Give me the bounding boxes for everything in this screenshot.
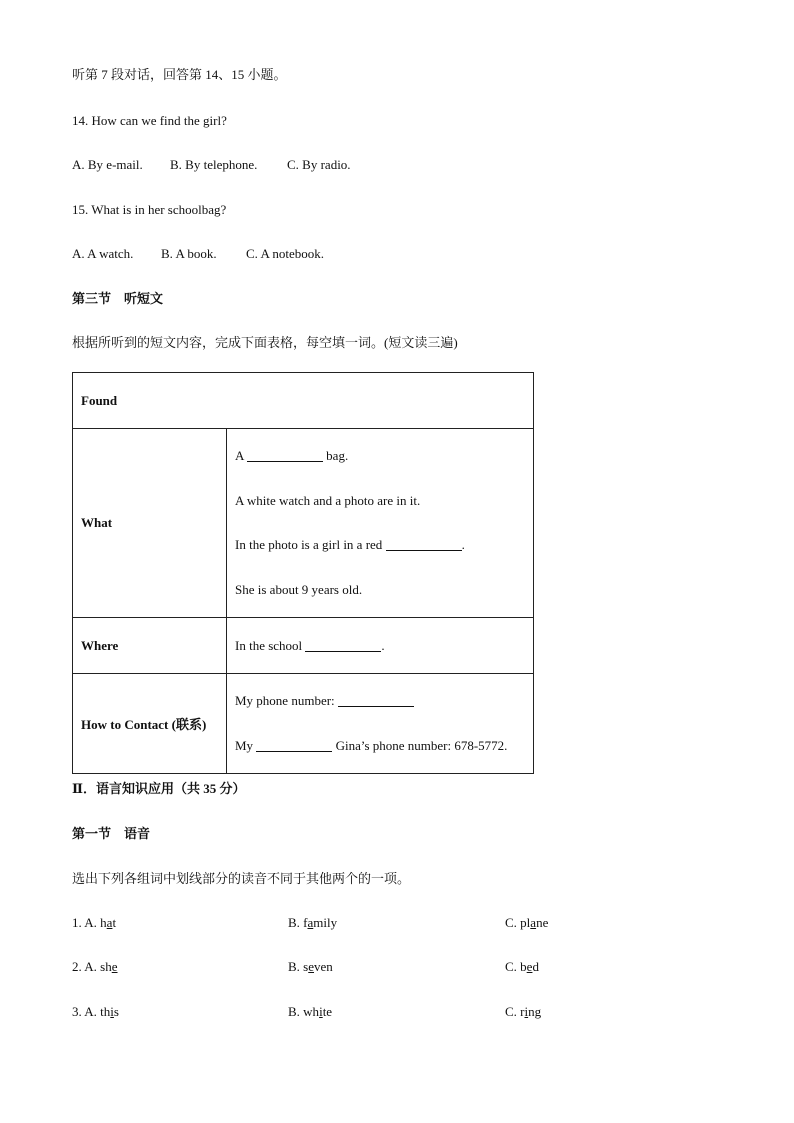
- option-c: C. By radio.: [287, 157, 351, 172]
- answer-blank: [338, 694, 414, 707]
- what-line-3: In the photo is a girl in a red .: [235, 537, 465, 552]
- option-b: B. By telephone.: [170, 157, 258, 172]
- option-a: A. A watch.: [72, 246, 134, 261]
- what-line-1: A bag.: [235, 448, 349, 463]
- question-15-options: [72, 246, 324, 262]
- part-2-title: Ⅱ．语言知识应用（共 35 分）: [72, 781, 246, 796]
- table-header-found: Found: [73, 373, 534, 429]
- what-line-4: She is about 9 years old.: [235, 581, 363, 597]
- where-cell: In the school .: [227, 618, 534, 674]
- option-c: C. plane: [505, 915, 549, 930]
- what-line-2: A white watch and a photo are in it.: [235, 492, 421, 508]
- dialog-instruction: 听第 7 段对话，回答第 14、15 小题。: [72, 67, 287, 82]
- section-1-title: 第一节 语音: [72, 826, 151, 841]
- contact-cell: [227, 674, 534, 774]
- contact-line-1: My phone number:: [235, 679, 525, 724]
- option-b: B. white: [288, 1004, 333, 1019]
- option-a: 1. A. hat: [72, 915, 117, 930]
- section-3-title: 第三节 听短文: [72, 291, 164, 306]
- option-c: C. A notebook.: [246, 246, 325, 261]
- option-b: B. family: [288, 915, 338, 930]
- section-1-instruction: 选出下列各组词中划线部分的读音不同于其他两个的一项。: [72, 871, 411, 886]
- list-item: [72, 959, 632, 975]
- option-c: C. ring: [505, 1004, 542, 1019]
- list-item: [72, 915, 632, 931]
- found-table: [72, 372, 534, 774]
- answer-blank: [247, 449, 323, 462]
- row-label-contact: How to Contact (联系): [73, 674, 227, 774]
- row-label-what: What: [73, 429, 227, 618]
- list-item: [72, 1004, 632, 1020]
- table-row: [73, 373, 534, 429]
- question-14-options: [72, 157, 351, 173]
- option-a: 2. A. she: [72, 959, 118, 974]
- option-a: A. By e-mail.: [72, 157, 143, 172]
- row-label-where: Where: [73, 618, 227, 674]
- option-b: B. seven: [288, 959, 333, 974]
- table-row: [73, 618, 534, 674]
- question-15-stem: 15. What is in her schoolbag?: [72, 202, 227, 217]
- question-14-stem: 14. How can we find the girl?: [72, 113, 227, 128]
- option-c: C. bed: [505, 959, 539, 974]
- answer-blank: [386, 538, 462, 551]
- table-row: [73, 429, 534, 618]
- table-row: [73, 674, 534, 774]
- option-a: 3. A. this: [72, 1004, 119, 1019]
- option-b: B. A book.: [161, 246, 217, 261]
- answer-blank: [256, 739, 332, 752]
- answer-blank: [305, 639, 381, 652]
- contact-line-2: My Gina’s phone number: 678-5772.: [235, 737, 508, 753]
- section-3-instruction: 根据所听到的短文内容，完成下面表格，每空填一词。(短文读三遍): [72, 335, 458, 350]
- what-cell: [227, 429, 534, 618]
